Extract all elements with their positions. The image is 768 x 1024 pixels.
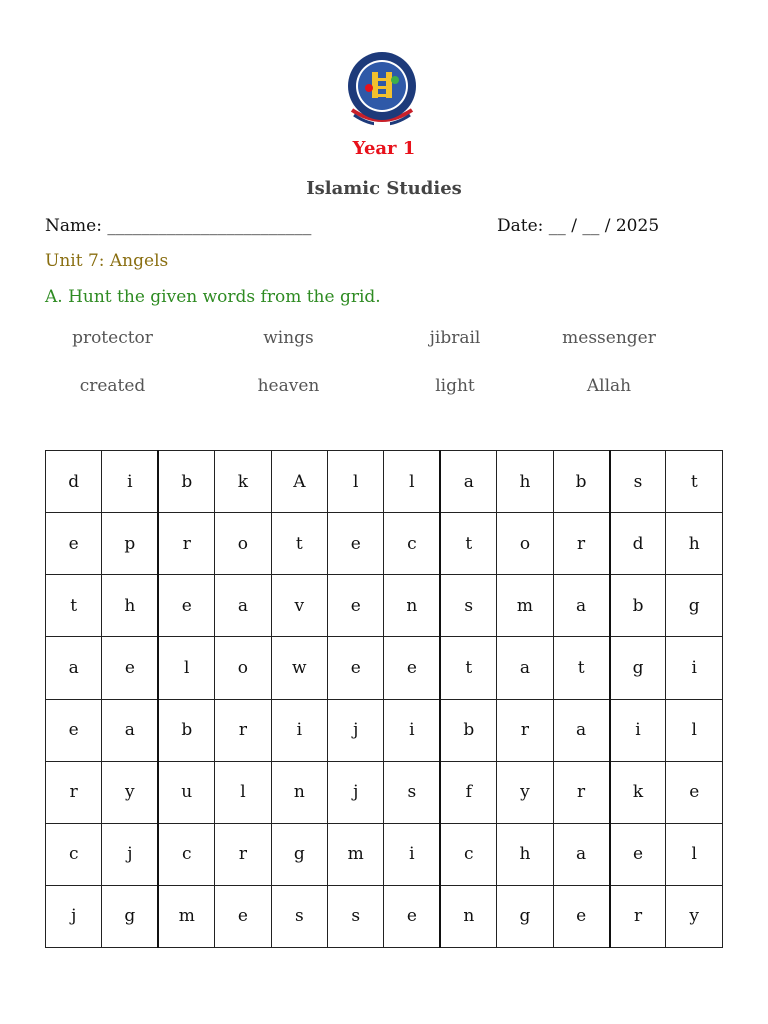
- grid-cell[interactable]: t: [46, 575, 102, 637]
- grid-row: [46, 575, 723, 637]
- grid-cell[interactable]: e: [46, 513, 102, 575]
- grid-cell[interactable]: l: [158, 637, 214, 699]
- grid-cell[interactable]: u: [158, 761, 214, 823]
- grid-cell[interactable]: g: [102, 885, 158, 947]
- name-label: Name:: [45, 216, 102, 236]
- grid-cell[interactable]: j: [328, 699, 384, 761]
- grid-cell[interactable]: g: [610, 637, 666, 699]
- grid-cell[interactable]: b: [610, 575, 666, 637]
- grid-cell[interactable]: n: [440, 885, 496, 947]
- grid-cell[interactable]: o: [215, 637, 271, 699]
- grid-cell[interactable]: c: [158, 823, 214, 885]
- grid-row: [46, 637, 723, 699]
- grid-cell[interactable]: a: [440, 451, 496, 513]
- grid-cell[interactable]: y: [666, 885, 723, 947]
- grid-cell[interactable]: a: [215, 575, 271, 637]
- grid-cell[interactable]: e: [158, 575, 214, 637]
- grid-cell[interactable]: r: [553, 761, 609, 823]
- grid-cell[interactable]: a: [553, 575, 609, 637]
- grid-cell[interactable]: i: [666, 637, 723, 699]
- grid-cell[interactable]: g: [497, 885, 553, 947]
- grid-row: [46, 823, 723, 885]
- grid-cell[interactable]: g: [271, 823, 327, 885]
- grid-cell[interactable]: e: [215, 885, 271, 947]
- instruction-text: A. Hunt the given words from the grid.: [45, 287, 381, 307]
- grid-cell[interactable]: e: [328, 575, 384, 637]
- word-bank-item: messenger: [562, 328, 656, 348]
- grid-cell[interactable]: c: [46, 823, 102, 885]
- word-bank-item: light: [435, 376, 475, 396]
- word-bank-item: wings: [263, 328, 314, 348]
- grid-cell[interactable]: e: [328, 513, 384, 575]
- grid-cell[interactable]: a: [102, 699, 158, 761]
- grid-cell[interactable]: A: [271, 451, 327, 513]
- grid-cell[interactable]: s: [384, 761, 440, 823]
- grid-cell[interactable]: e: [384, 885, 440, 947]
- grid-cell[interactable]: c: [384, 513, 440, 575]
- grid-cell[interactable]: s: [271, 885, 327, 947]
- grid-cell[interactable]: h: [497, 451, 553, 513]
- grid-cell[interactable]: h: [666, 513, 723, 575]
- grid-cell[interactable]: i: [271, 699, 327, 761]
- grid-cell[interactable]: h: [497, 823, 553, 885]
- grid-cell[interactable]: d: [46, 451, 102, 513]
- school-logo-icon: [344, 48, 420, 128]
- grid-cell[interactable]: d: [610, 513, 666, 575]
- grid-cell[interactable]: s: [610, 451, 666, 513]
- grid-cell[interactable]: r: [158, 513, 214, 575]
- word-bank-item: heaven: [257, 376, 320, 396]
- grid-cell[interactable]: l: [666, 699, 723, 761]
- word-bank-item: Allah: [586, 376, 632, 396]
- grid-cell[interactable]: b: [158, 451, 214, 513]
- word-bank: [35, 324, 695, 420]
- grid-cell[interactable]: c: [440, 823, 496, 885]
- grid-cell[interactable]: n: [271, 761, 327, 823]
- grid-cell[interactable]: a: [497, 637, 553, 699]
- grid-cell[interactable]: t: [440, 513, 496, 575]
- grid-cell[interactable]: t: [666, 451, 723, 513]
- year-heading: Year 1: [352, 138, 416, 159]
- date-blank: __ / __ / 2025: [548, 216, 660, 236]
- grid-cell[interactable]: k: [215, 451, 271, 513]
- grid-cell[interactable]: i: [610, 699, 666, 761]
- grid-cell[interactable]: j: [102, 823, 158, 885]
- grid-cell[interactable]: s: [440, 575, 496, 637]
- grid-cell[interactable]: i: [102, 451, 158, 513]
- grid-cell[interactable]: i: [384, 699, 440, 761]
- grid-cell[interactable]: r: [497, 699, 553, 761]
- grid-cell[interactable]: r: [553, 513, 609, 575]
- grid-cell[interactable]: l: [384, 451, 440, 513]
- grid-cell[interactable]: o: [497, 513, 553, 575]
- grid-cell[interactable]: y: [497, 761, 553, 823]
- grid-cell[interactable]: e: [102, 637, 158, 699]
- name-blank: ________________________: [107, 216, 312, 236]
- grid-cell[interactable]: l: [666, 823, 723, 885]
- grid-cell[interactable]: b: [158, 699, 214, 761]
- grid-row: [46, 885, 723, 947]
- grid-row: [46, 761, 723, 823]
- grid-cell[interactable]: v: [271, 575, 327, 637]
- name-field[interactable]: [45, 216, 311, 236]
- grid-cell[interactable]: t: [553, 637, 609, 699]
- grid-cell[interactable]: e: [328, 637, 384, 699]
- word-bank-item: created: [79, 376, 146, 396]
- grid-cell[interactable]: r: [610, 885, 666, 947]
- grid-cell[interactable]: e: [553, 885, 609, 947]
- grid-cell[interactable]: l: [328, 451, 384, 513]
- grid-cell[interactable]: j: [46, 885, 102, 947]
- grid-cell[interactable]: o: [215, 513, 271, 575]
- word-bank-item: protector: [72, 328, 153, 348]
- grid-cell[interactable]: n: [384, 575, 440, 637]
- grid-cell[interactable]: y: [102, 761, 158, 823]
- date-label: Date:: [497, 216, 544, 236]
- grid-cell[interactable]: m: [497, 575, 553, 637]
- grid-cell[interactable]: t: [440, 637, 496, 699]
- unit-title: Unit 7: Angels: [45, 251, 169, 271]
- grid-cell[interactable]: m: [158, 885, 214, 947]
- subject-heading: Islamic Studies: [306, 178, 462, 199]
- grid-cell[interactable]: b: [553, 451, 609, 513]
- grid-cell[interactable]: t: [271, 513, 327, 575]
- grid-cell[interactable]: a: [46, 637, 102, 699]
- grid-row: [46, 513, 723, 575]
- grid-cell[interactable]: k: [610, 761, 666, 823]
- grid-cell[interactable]: e: [46, 699, 102, 761]
- grid-cell[interactable]: f: [440, 761, 496, 823]
- grid-cell[interactable]: j: [328, 761, 384, 823]
- grid-cell[interactable]: e: [666, 761, 723, 823]
- grid-cell[interactable]: g: [666, 575, 723, 637]
- grid-cell[interactable]: e: [384, 637, 440, 699]
- grid-row: [46, 451, 723, 513]
- grid-cell[interactable]: h: [102, 575, 158, 637]
- grid-cell[interactable]: b: [440, 699, 496, 761]
- grid-cell[interactable]: p: [102, 513, 158, 575]
- grid-cell[interactable]: r: [215, 699, 271, 761]
- grid-cell[interactable]: i: [384, 823, 440, 885]
- grid-cell[interactable]: m: [328, 823, 384, 885]
- word-search-grid: [45, 450, 723, 948]
- grid-cell[interactable]: a: [553, 823, 609, 885]
- grid-cell[interactable]: a: [553, 699, 609, 761]
- grid-cell[interactable]: e: [610, 823, 666, 885]
- grid-cell[interactable]: r: [215, 823, 271, 885]
- grid-cell[interactable]: s: [328, 885, 384, 947]
- grid-cell[interactable]: l: [215, 761, 271, 823]
- grid-row: [46, 699, 723, 761]
- grid-cell[interactable]: w: [271, 637, 327, 699]
- grid-cell[interactable]: r: [46, 761, 102, 823]
- date-field[interactable]: [497, 216, 659, 236]
- word-bank-item: jibrail: [429, 328, 481, 348]
